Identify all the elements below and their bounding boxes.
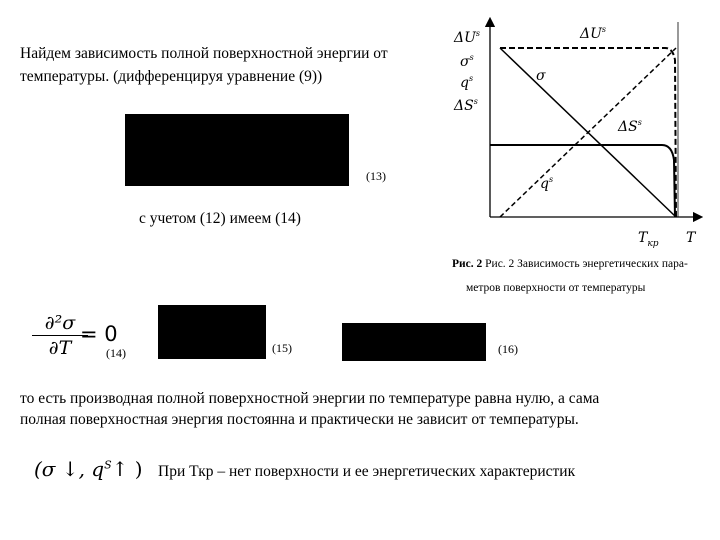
du-curve-label: $\Delta U^s$ xyxy=(580,25,607,42)
y-label-du: $\Delta U^s$ xyxy=(454,29,481,46)
ds-curve-label: $\Delta S^s$ xyxy=(618,118,642,135)
bottom-formula-end: ↑ ) xyxy=(111,457,143,481)
derivative-equals-zero: = 0 xyxy=(80,322,118,346)
delta-s-curve xyxy=(490,145,675,217)
x-axis-label: T xyxy=(686,230,696,246)
equation-13-label: (13) xyxy=(366,169,386,183)
figure-caption-line-1: Рис. 2 Рис. 2 Зависимость энергетических пара- xyxy=(452,258,688,270)
with-12-text: с учетом (12) имеем (14) xyxy=(139,210,301,227)
bottom-formula-main: (σ ↓, q xyxy=(34,457,105,481)
figure-caption-line-1-text: Рис. 2 Зависимость энергетических пара- xyxy=(485,258,688,270)
equation-15-redacted xyxy=(158,305,266,359)
y-label-ds: $\Delta S^s$ xyxy=(454,97,478,114)
equation-14-label: (14) xyxy=(106,346,126,360)
tkr-label: $T_{кр}$ xyxy=(638,230,659,249)
conclusion-line-2: полная поверхностная энергия постоянна и практически не зависит от температуры. xyxy=(20,411,579,428)
bottom-formula xyxy=(34,457,143,481)
y-label-sigma: $\sigma^s$ xyxy=(460,53,474,70)
conclusion-line-1: то есть производная полной поверхностной энергии по температуре равна нулю, а сама xyxy=(20,390,600,407)
bottom-text: При Ткр – нет поверхности и ее энергетических характеристик xyxy=(158,463,576,480)
energy-graph xyxy=(440,10,710,250)
derivative-denominator: ∂T xyxy=(48,337,72,359)
equation-13-redacted xyxy=(125,114,349,186)
equation-16-redacted xyxy=(342,323,486,361)
derivative-numerator: ∂²σ xyxy=(44,312,76,334)
sigma-curve-label: σ xyxy=(536,68,546,84)
intro-line-1: Найдем зависимость полной поверхностной энергии от xyxy=(20,45,388,62)
equation-15-label: (15) xyxy=(272,341,292,355)
equation-16-label: (16) xyxy=(498,342,518,356)
intro-line-2: температуры. (дифференцируя уравнение (9)) xyxy=(20,68,323,85)
q-curve-label: $q^s$ xyxy=(540,175,554,192)
y-label-q: $q^s$ xyxy=(460,74,474,91)
bottom-formula-sup: S xyxy=(104,458,112,472)
figure-caption-line-2: метров поверхности от температуры xyxy=(466,282,646,294)
